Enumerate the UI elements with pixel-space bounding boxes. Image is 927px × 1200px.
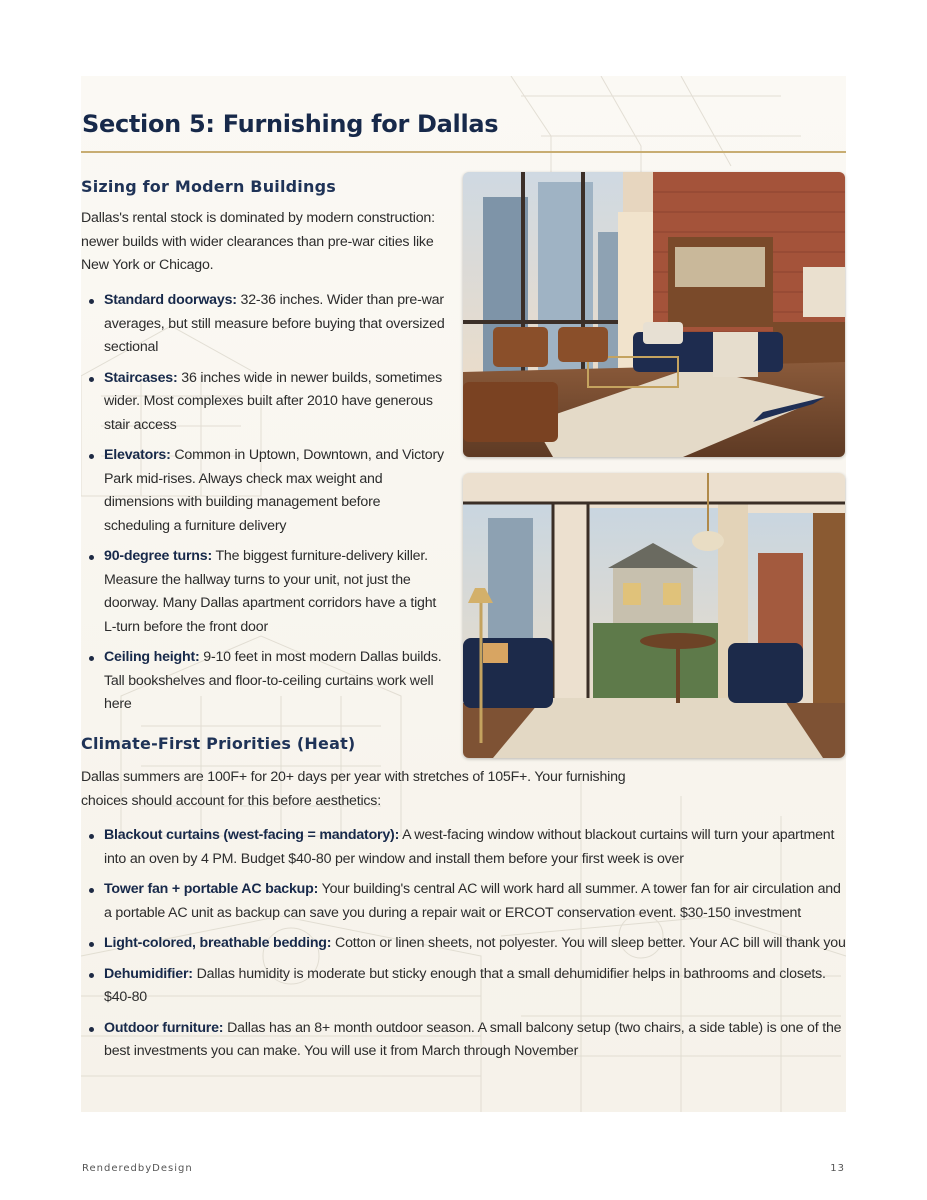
item-label: Blackout curtains (west-facing = mandatory): (104, 827, 400, 843)
item-label: Tower fan + portable AC backup: (104, 881, 319, 897)
item-text: 32-36 inches. Wider than pre-war averages, but still measure before buying that oversized sectional (104, 292, 445, 355)
list-item (82, 646, 448, 717)
item-text: The biggest furniture-delivery killer. Measure the hallway turns to your unit, not just the doorway. Many Dallas apartment corridors have a tight L-turn before the front door (104, 548, 437, 635)
footer-brand: RenderedbyDesign (82, 1163, 193, 1174)
list-item (82, 545, 448, 639)
sizing-intro: Dallas's rental stock is dominated by modern construction: newer builds with wider clearances than pre-war cities like New York or Chicago. (81, 210, 435, 273)
item-label: Standard doorways: (104, 292, 237, 308)
list-item (82, 1017, 846, 1064)
item-text: Dallas has an 8+ month outdoor season. A small balcony setup (two chairs, a side table) is one of the best investments you can make. You will use it from March through November (104, 1019, 842, 1059)
dining-room-photo (463, 473, 845, 758)
item-text: A west-facing window without blackout curtains will turn your apartment into an oven by 4 PM. Budget $40-80 per window and install them before your first week is over (104, 827, 835, 867)
living-room-photo (463, 172, 845, 457)
item-label: Elevators: (104, 447, 171, 463)
list-item (82, 444, 448, 538)
sizing-list (82, 289, 448, 724)
climate-intro: Dallas summers are 100F+ for 20+ days per year with stretches of 105F+. Your furnishing choices should account for this before aesthetics: (81, 769, 626, 809)
item-text: Common in Uptown, Downtown, and Victory Park mid-rises. Always check max weight and dimensions with building management before scheduling a furniture delivery (104, 447, 444, 534)
item-text: 9-10 feet in most modern Dallas builds. Tall bookshelves and floor-to-ceiling curtains work well here (104, 649, 442, 712)
page-title: Section 5: Furnishing for Dallas (82, 110, 499, 138)
list-item (82, 824, 846, 871)
climate-list (82, 824, 846, 1071)
page-number: 13 (830, 1163, 845, 1174)
item-label: Staircases: (104, 369, 178, 386)
list-item (82, 289, 448, 360)
list-item (82, 878, 846, 925)
climate-heading: Climate-First Priorities (Heat) (81, 734, 356, 753)
title-divider (81, 151, 846, 153)
item-label: Dehumidifier: (104, 965, 193, 982)
sizing-heading: Sizing for Modern Buildings (81, 177, 336, 196)
item-label: Light-colored, breathable bedding: (104, 935, 332, 951)
item-text: 36 inches wide in newer builds, sometimes wider. Most complexes built after 2010 have generous stair access (104, 369, 442, 433)
item-label: 90-degree turns: (104, 548, 212, 564)
item-text: Your building's central AC will work hard all summer. A tower fan for air circulation and a portable AC unit as backup can save you during a repair wait or ERCOT conservation event. $30-150 investment (104, 881, 841, 921)
list-item (82, 367, 448, 438)
item-text: Dallas humidity is moderate but sticky enough that a small dehumidifier helps in bathrooms and closets. $40-80 (104, 965, 826, 1005)
list-item (82, 963, 846, 1010)
item-text: Cotton or linen sheets, not polyester. You will sleep better. Your AC bill will thank you (331, 935, 846, 951)
item-label: Outdoor furniture: (104, 1019, 224, 1036)
list-item (82, 932, 846, 956)
item-label: Ceiling height: (104, 649, 200, 665)
